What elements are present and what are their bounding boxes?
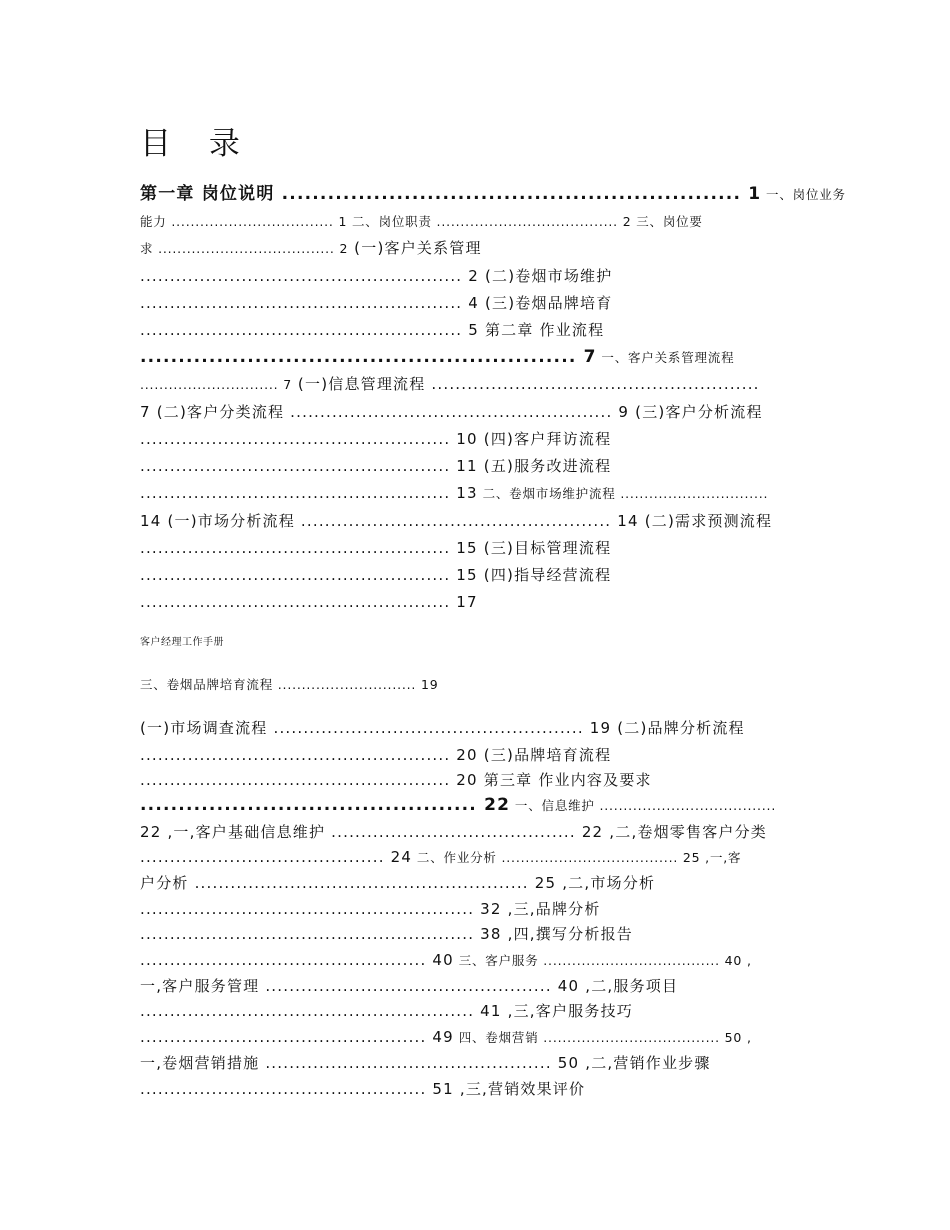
- toc-entry: ............................................ 22: [140, 795, 511, 815]
- toc-line: [140, 293, 612, 313]
- toc-entry: (一)信息管理流程 .......................................................: [291, 375, 760, 393]
- toc-entry: ........................................................ 41 ,三,客户服务技巧: [140, 1002, 633, 1020]
- toc-entry: 一,卷烟营销措施 ................................................ 50 ,二,营销作业步骤: [140, 1054, 711, 1072]
- toc-line: [140, 718, 745, 738]
- toc-entry: .................................................... 15 (三)目标管理流程: [140, 539, 612, 557]
- toc-entry: .................................................... 20 (三)品牌培育流程: [140, 746, 612, 764]
- toc-line: [140, 592, 478, 612]
- toc-line: [140, 238, 482, 259]
- toc-line: [140, 1079, 585, 1099]
- toc-line: [140, 1001, 633, 1021]
- toc-line: [140, 429, 611, 449]
- toc-entry: 一、客户关系管理流程: [596, 350, 735, 365]
- toc-entry: .................................................... 17: [140, 593, 478, 611]
- toc-entry: ............................................................ 1: [281, 184, 762, 204]
- toc-line: [140, 266, 612, 286]
- toc-entry: 14 (一)市场分析流程 .................................................... 14 (二)需求预测流程: [140, 512, 773, 530]
- toc-entry: 二、卷烟市场维护流程 ...............................: [477, 486, 769, 501]
- toc-entry: (一)客户关系管理: [348, 239, 482, 257]
- toc-entry: ......................................................... 7: [140, 347, 597, 367]
- toc-entry: 三、卷烟品牌培育流程 ............................. 19: [140, 677, 439, 692]
- toc-line: [140, 511, 772, 531]
- toc-line: [140, 950, 752, 971]
- toc-title: 目 录: [140, 126, 254, 162]
- toc-entry: .................................................... 10 (四)客户拜访流程: [140, 430, 612, 448]
- toc-entry: ......................................... 24: [140, 848, 413, 866]
- toc-line: [140, 770, 652, 790]
- toc-entry: 一、信息维护 .....................................: [510, 798, 777, 813]
- toc-entry: ...................................................... 5 第二章 作业流程: [140, 321, 605, 339]
- toc-line: [140, 745, 611, 765]
- toc-line: [140, 976, 678, 996]
- toc-line: [140, 822, 767, 842]
- toc-entry: 能力 .................................. 1 二、岗位职责 ...................................... 2 三、岗位要: [140, 214, 703, 229]
- toc-entry: .................................................... 20 第三章 作业内容及要求: [140, 771, 652, 789]
- toc-entry: ................................................ 40: [140, 951, 454, 969]
- toc-entry: ............................. 7: [140, 377, 292, 392]
- toc-line: [140, 374, 760, 395]
- toc-line: [140, 924, 633, 944]
- toc-entry: .................................................... 11 (五)服务改进流程: [140, 457, 612, 475]
- toc-line: [140, 483, 768, 504]
- toc-line: [140, 873, 655, 893]
- toc-line: [140, 402, 763, 422]
- toc-entry: 二、作业分析 ..................................... 25 ,一,客: [412, 850, 742, 865]
- toc-line: [140, 1027, 752, 1048]
- toc-entry: ........................................................ 32 ,三,品牌分析: [140, 900, 601, 918]
- toc-line: [140, 565, 611, 585]
- toc-entry: 7 (二)客户分类流程 ...................................................... 9 (三)客户分析流程: [140, 403, 763, 421]
- toc-line: [140, 212, 703, 232]
- toc-entry: 四、卷烟营销 ..................................... 50 ,: [453, 1030, 752, 1045]
- toc-entry: (一)市场调查流程 .................................................... 19 (二)品牌分析流程: [140, 719, 745, 737]
- toc-line: [140, 795, 776, 816]
- toc-entry: 三、客户服务 ..................................... 40 ,: [453, 953, 752, 968]
- toc-line: [140, 538, 611, 558]
- toc-entry: ................................................ 51 ,三,营销效果评价: [140, 1080, 586, 1098]
- toc-entry: ...................................................... 4 (三)卷烟品牌培育: [140, 294, 613, 312]
- toc-entry: ........................................................ 38 ,四,撰写分析报告: [140, 925, 633, 943]
- toc-line: [140, 320, 604, 340]
- toc-entry: ................................................ 49: [140, 1028, 454, 1046]
- toc-line: [140, 899, 601, 919]
- toc-entry: ...................................................... 2 (二)卷烟市场维护: [140, 267, 613, 285]
- toc-line: [140, 847, 741, 868]
- toc-entry: .................................................... 15 (四)指导经营流程: [140, 566, 612, 584]
- toc-line: [140, 675, 438, 695]
- toc-line: [140, 184, 846, 205]
- toc-entry: 一、岗位业务: [761, 187, 846, 202]
- toc-entry: 第一章 岗位说明: [140, 184, 282, 204]
- toc-entry: 户分析 ........................................................ 25 ,二,市场分析: [140, 874, 656, 892]
- toc-entry: .................................................... 13: [140, 484, 478, 502]
- toc-line: [140, 347, 734, 368]
- toc-line: [140, 456, 611, 476]
- toc-entry: 22 ,一,客户基础信息维护 ......................................... 22 ,二,卷烟零售客户分类: [140, 823, 768, 841]
- toc-entry: 一,客户服务管理 ................................................ 40 ,二,服务项目: [140, 977, 679, 995]
- toc-entry: 求 ..................................... 2: [140, 241, 349, 256]
- page-header: 客户经理工作手册: [140, 637, 224, 648]
- toc-line: [140, 1053, 711, 1073]
